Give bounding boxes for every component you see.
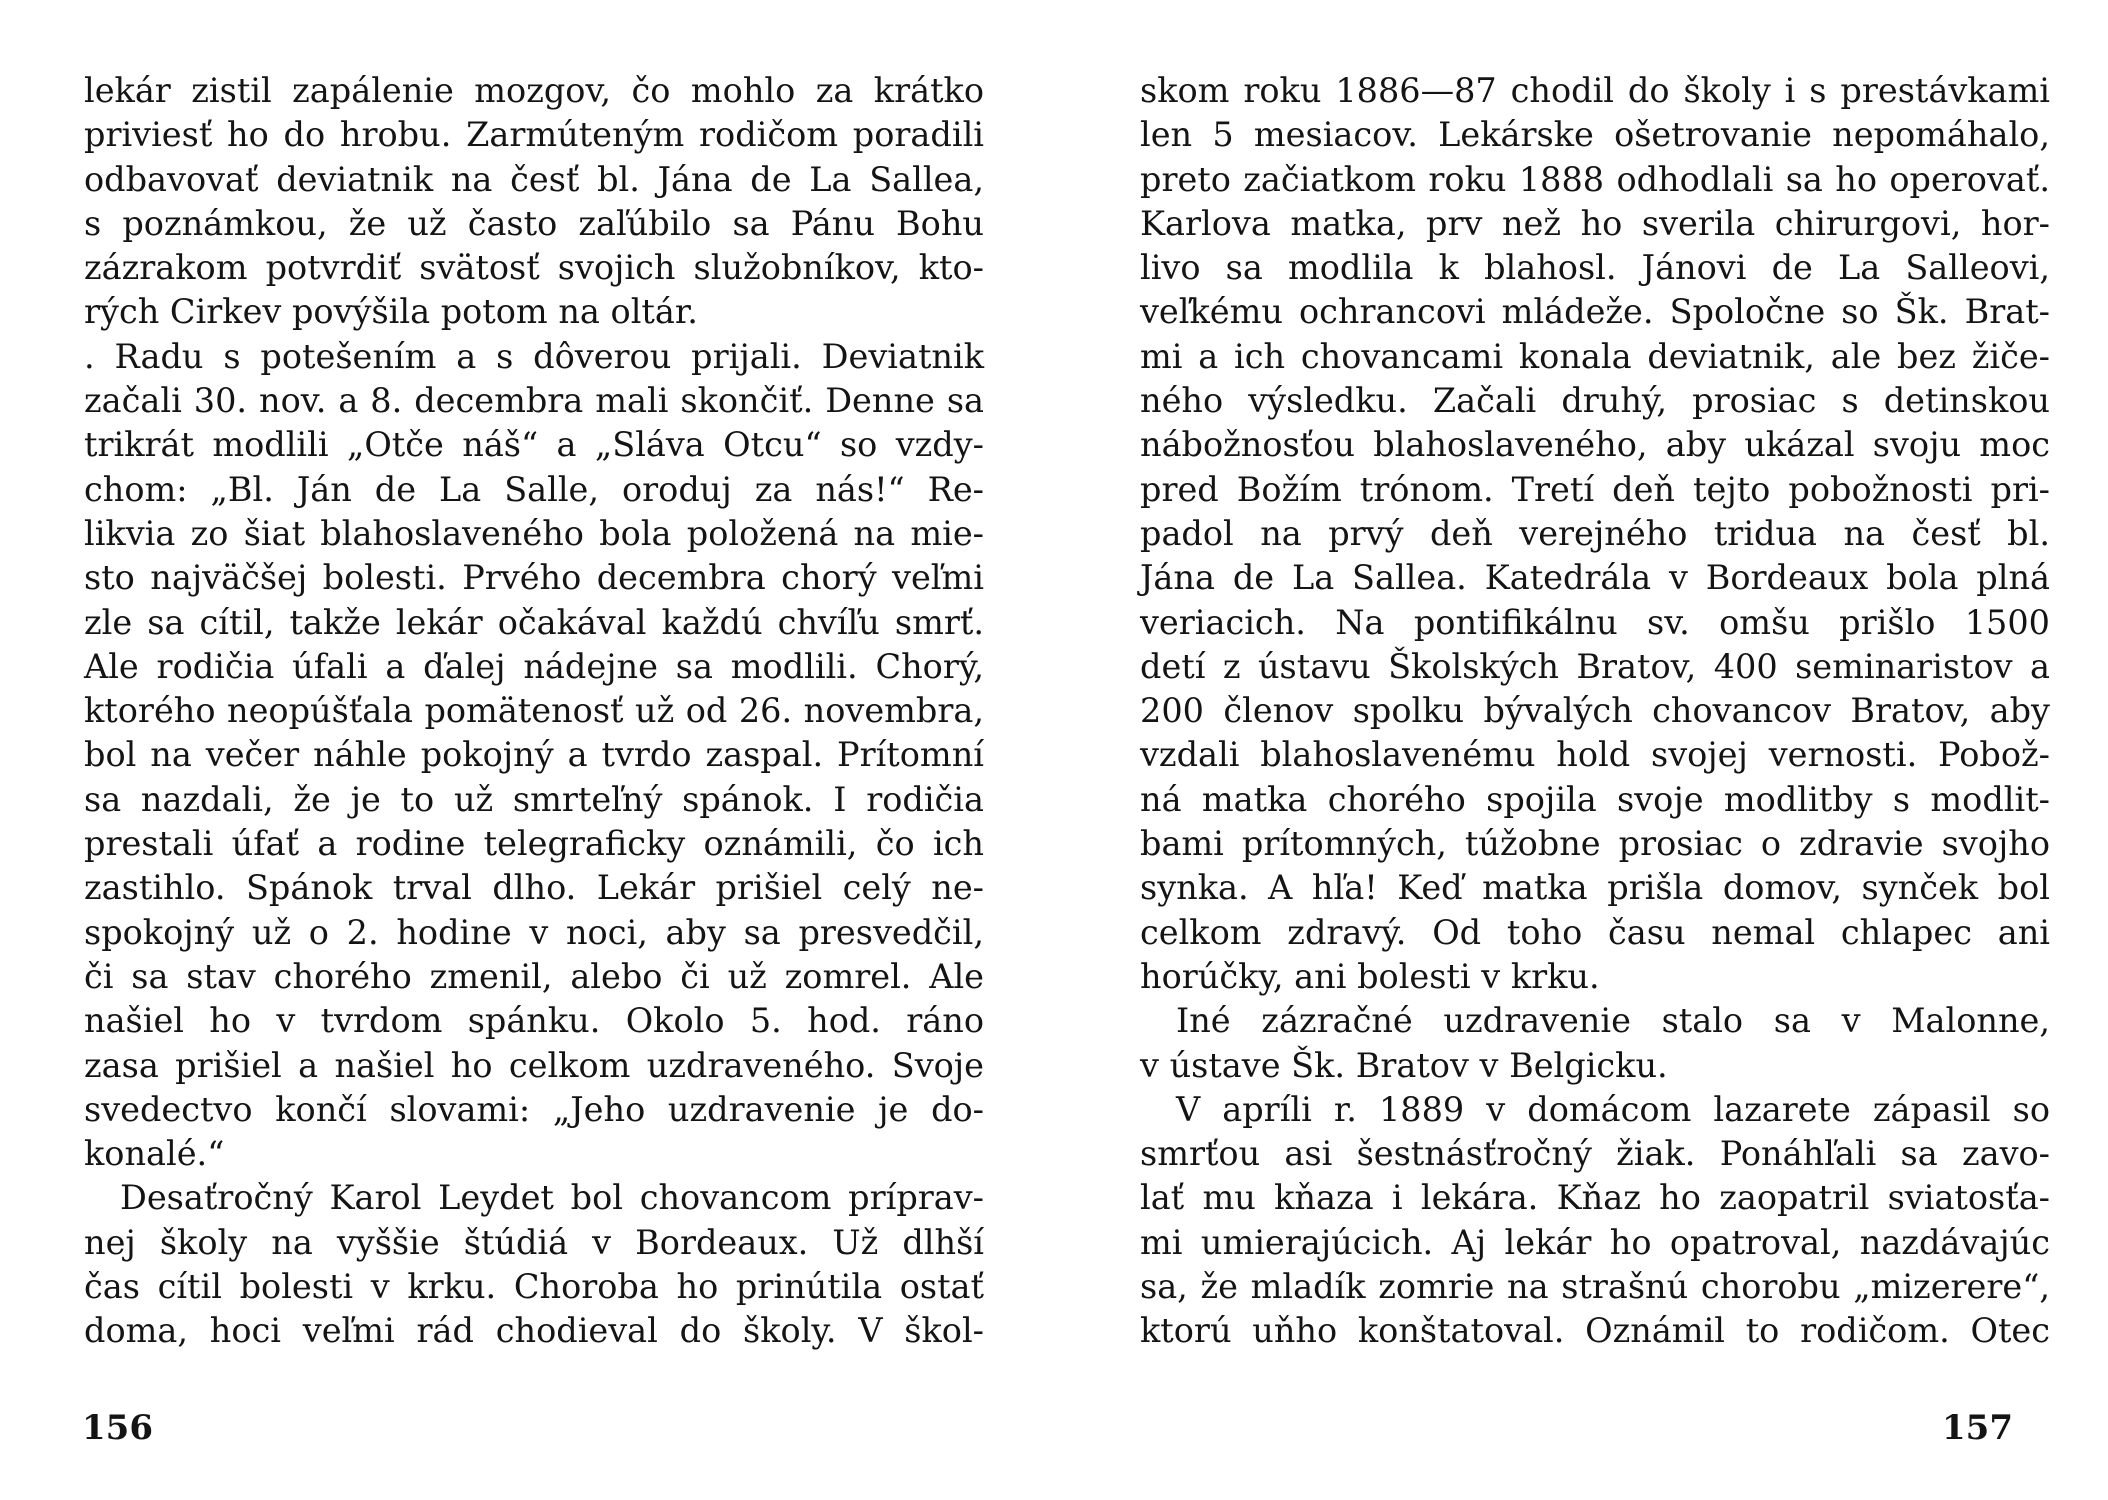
text-line: trikrát modlili „Otče náš“ a „Sláva Otcu“ so vzdy- bbox=[84, 425, 984, 465]
text-line: priviesť ho do hrobu. Zarmúteným rodičom poradili bbox=[84, 115, 984, 155]
text-line: V apríli r. 1889 v domácom lazarete zápasil so bbox=[1176, 1089, 2050, 1129]
text-line: Iné zázračné uzdravenie stalo sa v Malonne, bbox=[1176, 1001, 2050, 1041]
text-line: detí z ústavu Školských Bratov, 400 seminaristov a bbox=[1140, 646, 2050, 686]
text-line: čas cítil bolesti v krku. Choroba ho prinútila ostať bbox=[84, 1267, 984, 1307]
text-line: bami prítomných, túžobne prosiac o zdravie svojho bbox=[1140, 824, 2050, 864]
text-line: smrťou asi šestnásťročný žiak. Ponáhľali sa zavo- bbox=[1140, 1134, 2050, 1174]
text-line: 200 členov spolku bývalých chovancov Bratov, aby bbox=[1140, 691, 2050, 731]
text-line: preto začiatkom roku 1888 odhodlali sa ho operovať. bbox=[1140, 159, 2050, 199]
text-line: zasa prišiel a našiel ho celkom uzdraveného. Svoje bbox=[84, 1045, 984, 1085]
text-line: len 5 mesiacov. Lekárske ošetrovanie nepomáhalo, bbox=[1140, 115, 2050, 155]
text-line: skom roku 1886—87 chodil do školy i s prestávkami bbox=[1140, 71, 2050, 110]
text-line: Desaťročný Karol Leydet bol chovancom príprav- bbox=[120, 1178, 984, 1218]
text-line: nej školy na vyššie štúdiá v Bordeaux. Už dlhší bbox=[84, 1222, 984, 1262]
text-line: zázrakom potvrdiť svätosť svojich služobníkov, kto- bbox=[84, 248, 984, 288]
text-line: spokojný už o 2. hodine v noci, aby sa presvedčil, bbox=[84, 912, 984, 952]
page-number-right: 157 bbox=[1942, 1408, 2013, 1448]
text-line: prestali úfať a rodine telegraficky oznámili, čo ich bbox=[84, 824, 984, 864]
text-line: synka. A hľa! Keď matka prišla domov, synček bol bbox=[1140, 868, 2050, 908]
text-line: rých Cirkev povýšila potom na oltár. bbox=[84, 292, 698, 332]
text-line: mi umierajúcich. Aj lekár ho opatroval, nazdávajúc bbox=[1140, 1222, 2050, 1262]
text-line: či sa stav chorého zmenil, alebo či už zomrel. Ale bbox=[84, 956, 984, 996]
page-number-left: 156 bbox=[82, 1408, 153, 1448]
text-line: sa nazdali, že je to už smrteľný spánok. I rodičia bbox=[84, 779, 984, 819]
text-line: konalé.“ bbox=[84, 1134, 225, 1174]
text-line: veľkému ochrancovi mládeže. Spoločne so Šk. Brat- bbox=[1140, 292, 2050, 332]
text-line: lekár zistil zapálenie mozgov, čo mohlo za krátko bbox=[84, 71, 984, 110]
text-line: padol na prvý deň verejného tridua na česť bl. bbox=[1140, 513, 2050, 553]
text-line: Jána de La Sallea. Katedrála v Bordeaux bola plná bbox=[1140, 558, 2050, 598]
text-line: likvia zo šiat blahoslaveného bola položená na mie- bbox=[84, 513, 984, 553]
text-line: vzdali blahoslavenému hold svojej vernosti. Pobož- bbox=[1140, 735, 2050, 775]
text-line: ného výsledku. Začali druhý, prosiac s detinskou bbox=[1140, 381, 2050, 421]
text-line: chom: „Bl. Ján de La Salle, oroduj za nás!“ Re- bbox=[84, 469, 984, 509]
text-line: lať mu kňaza i lekára. Kňaz ho zaopatril sviatosťa- bbox=[1140, 1178, 2050, 1218]
left-page-text bbox=[84, 69, 984, 1354]
text-line: zle sa cítil, takže lekár očakával každú chvíľu smrť. bbox=[84, 602, 984, 642]
text-line: Karlova matka, prv než ho sverila chirurgovi, hor- bbox=[1140, 203, 2050, 243]
text-line: . Radu s potešením a s dôverou prijali. Deviatnik bbox=[84, 336, 984, 376]
text-line: ktorú uňho konštatoval. Oznámil to rodičom. Otec bbox=[1140, 1311, 2050, 1351]
text-line: celkom zdravý. Od toho času nemal chlapec ani bbox=[1140, 912, 2050, 952]
text-line: našiel ho v tvrdom spánku. Okolo 5. hod. ráno bbox=[84, 1001, 984, 1041]
text-line: mi a ich chovancami konala deviatnik, ale bez žiče- bbox=[1140, 336, 2050, 376]
text-line: livo sa modlila k blahosl. Jánovi de La Salleovi, bbox=[1140, 248, 2050, 288]
text-line: doma, hoci veľmi rád chodieval do školy. V škol- bbox=[84, 1311, 984, 1351]
text-line: sa, že mladík zomrie na strašnú chorobu „mizerere“, bbox=[1140, 1267, 2050, 1307]
text-line: v ústave Šk. Bratov v Belgicku. bbox=[1140, 1045, 1668, 1085]
text-line: odbavovať deviatnik na česť bl. Jána de La Sallea, bbox=[84, 159, 984, 199]
text-line: začali 30. nov. a 8. decembra mali skončiť. Denne sa bbox=[84, 381, 984, 421]
text-line: sto najväčšej bolesti. Prvého decembra chorý veľmi bbox=[84, 558, 984, 598]
text-line: bol na večer náhle pokojný a tvrdo zaspal. Prítomní bbox=[84, 735, 984, 775]
right-page-text bbox=[1140, 69, 2050, 1354]
text-line: veriacich. Na pontifikálnu sv. omšu prišlo 1500 bbox=[1140, 602, 2050, 642]
text-line: zastihlo. Spánok trval dlho. Lekár prišiel celý ne- bbox=[84, 868, 984, 908]
text-line: s poznámkou, že už často zaľúbilo sa Pánu Bohu bbox=[84, 203, 984, 243]
text-line: pred Božím trónom. Tretí deň tejto pobožnosti pri- bbox=[1140, 469, 2050, 509]
text-line: horúčky, ani bolesti v krku. bbox=[1140, 956, 1600, 996]
text-line: ktorého neopúšťala pomätenosť už od 26. novembra, bbox=[84, 691, 984, 731]
text-line: svedectvo končí slovami: „Jeho uzdravenie je do- bbox=[84, 1089, 984, 1129]
text-line: Ale rodičia úfali a ďalej nádejne sa modlili. Chorý, bbox=[84, 646, 984, 686]
right-page bbox=[1054, 0, 2108, 1500]
text-line: ná matka chorého spojila svoje modlitby s modlit- bbox=[1140, 779, 2050, 819]
text-line: nábožnosťou blahoslaveného, aby ukázal svoju moc bbox=[1140, 425, 2050, 465]
